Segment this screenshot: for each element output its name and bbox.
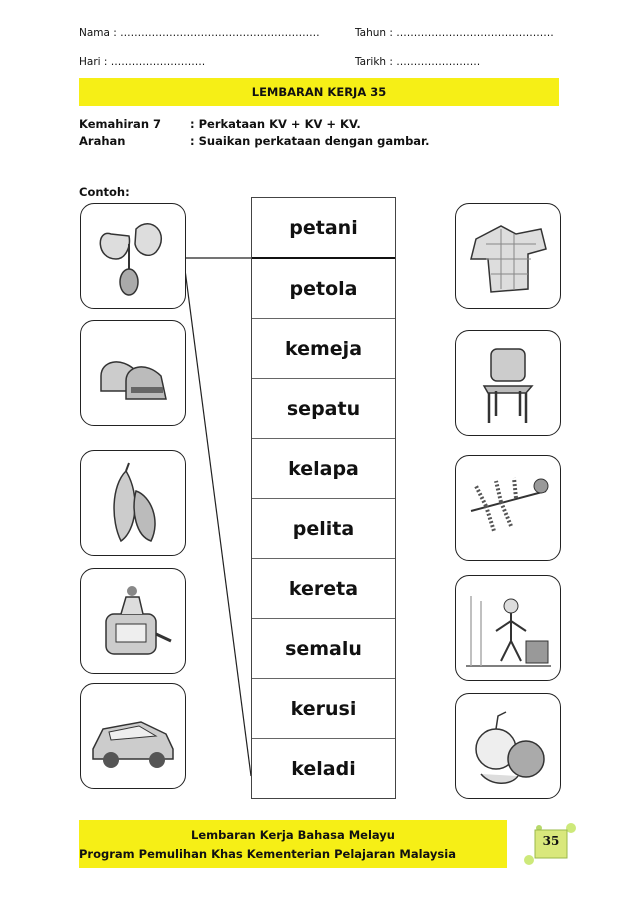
taro-leaf-icon[interactable] <box>80 203 186 309</box>
word-item[interactable]: petola <box>252 259 395 319</box>
instruction-label: Arahan <box>79 134 126 148</box>
word-item[interactable]: pelita <box>252 499 395 559</box>
car-icon[interactable] <box>80 683 186 789</box>
shirt-icon[interactable] <box>455 203 561 309</box>
chair-icon[interactable] <box>455 330 561 436</box>
footer-line-2: Program Pemulihan Khas Kementerian Pelajaran Malaysia <box>79 847 456 861</box>
footer <box>79 820 507 868</box>
word-item[interactable]: kemeja <box>252 319 395 379</box>
skill-label: Kemahiran 7 <box>79 117 162 131</box>
oil-lamp-icon[interactable] <box>80 568 186 674</box>
worksheet-title <box>79 78 559 106</box>
word-item[interactable]: kereta <box>252 559 395 619</box>
word-item[interactable]: petani <box>252 198 395 259</box>
page-number-badge <box>519 820 581 870</box>
word-list <box>251 197 396 799</box>
skill-value: : Perkataan KV + KV + KV. <box>190 117 361 131</box>
word-item[interactable]: semalu <box>252 619 395 679</box>
page-number: 35 <box>542 834 560 848</box>
shoes-icon[interactable] <box>80 320 186 426</box>
hari-field: Hari : ……………………… <box>79 56 206 68</box>
word-item[interactable]: keladi <box>291 757 356 780</box>
luffa-gourd-icon[interactable] <box>80 450 186 556</box>
instruction-value: : Suaikan perkataan dengan gambar. <box>190 134 430 148</box>
nama-field: Nama : ………………………………………………… <box>79 27 320 39</box>
mimosa-plant-icon[interactable] <box>455 455 561 561</box>
coconut-icon[interactable] <box>455 693 561 799</box>
tarikh-field: Tarikh : …………………… <box>355 56 481 68</box>
word-item[interactable]: sepatu <box>252 379 395 439</box>
worksheet-title-text: LEMBARAN KERJA 35 <box>251 85 387 99</box>
tahun-field: Tahun : ……………………………………… <box>355 27 554 39</box>
word-item[interactable]: kelapa <box>252 439 395 499</box>
farmer-icon[interactable] <box>455 575 561 681</box>
example-label: Contoh: <box>79 185 130 199</box>
word-item[interactable]: kerusi <box>252 679 395 739</box>
footer-line-1: Lembaran Kerja Bahasa Melayu <box>191 828 395 842</box>
